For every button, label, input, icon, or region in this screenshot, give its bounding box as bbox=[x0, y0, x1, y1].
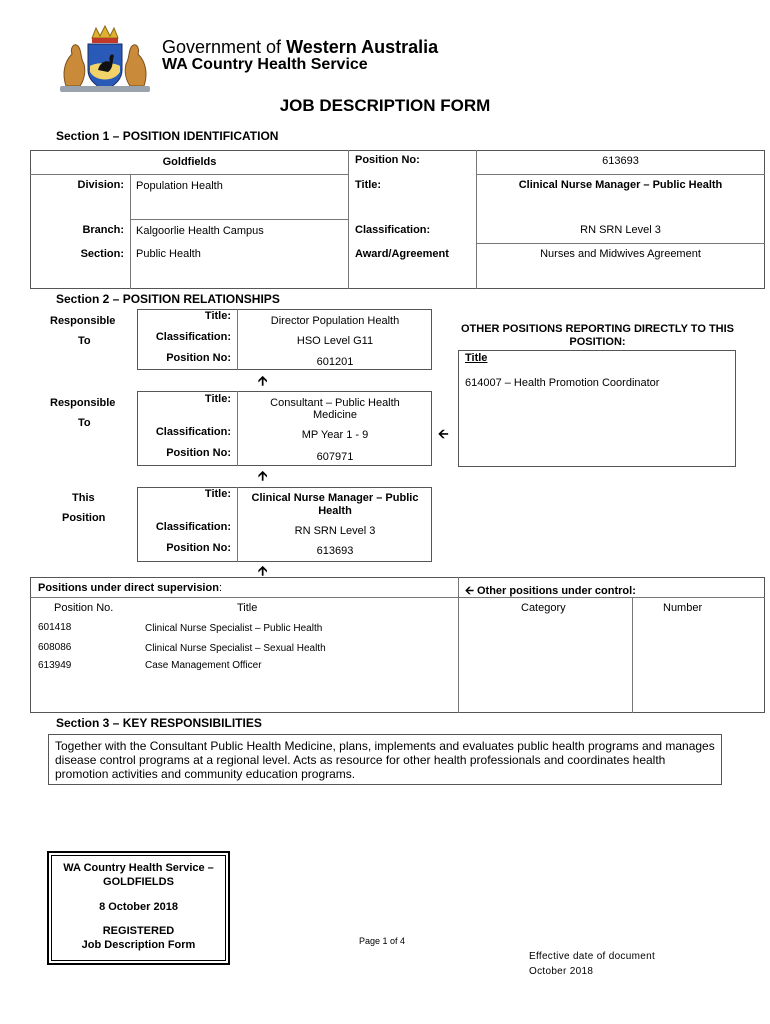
title-value: Clinical Nurse Manager – Public Health bbox=[518, 179, 723, 191]
row-posno: 601418 bbox=[38, 622, 72, 633]
classification-value: RN SRN Level 3 bbox=[580, 224, 661, 236]
box3-title-value: Clinical Nurse Manager – Public Health bbox=[251, 492, 419, 517]
box2-class-label: Classification: bbox=[155, 426, 231, 438]
other-title-label: Title bbox=[465, 352, 488, 364]
award-value: Nurses and Midwives Agreement bbox=[540, 248, 701, 260]
row-posno: 608086 bbox=[38, 642, 72, 653]
org-name-line1 bbox=[162, 37, 438, 58]
box2-title-value: Consultant – Public Health Medicine bbox=[270, 397, 400, 421]
other-positions-box bbox=[458, 350, 736, 467]
col-category: Category bbox=[521, 602, 566, 614]
section-label: Section: bbox=[80, 248, 124, 260]
arrow-up-icon: 🡩 bbox=[258, 373, 268, 388]
wa-crest-logo bbox=[56, 24, 154, 96]
arrow-up-icon: 🡩 bbox=[258, 468, 268, 483]
branch-value: Kalgoorlie Health Campus bbox=[136, 225, 264, 237]
position-label: Position bbox=[62, 512, 106, 524]
row-title: Clinical Nurse Specialist – Public Health bbox=[145, 623, 323, 634]
key-responsibilities-text: Together with the Consultant Public Health Medicine, plans, implements and evaluates public health programs and manages disease control programs at a regional level. Acts as resource for other health professionals and coordinates health promotion activities and community education programs. bbox=[55, 739, 715, 781]
position-no-label: Position No: bbox=[355, 154, 420, 166]
box1-class-value: HSO Level G11 bbox=[296, 335, 374, 347]
stamp-line2: GOLDFIELDS bbox=[103, 876, 174, 888]
stamp-line1: WA Country Health Service – bbox=[63, 862, 214, 874]
division-label: Division: bbox=[77, 179, 124, 191]
box2-posno-value: 607971 bbox=[316, 451, 354, 463]
this-label: This bbox=[72, 492, 95, 504]
org-name-line1-a: Government of bbox=[162, 37, 287, 57]
row-title: Clinical Nurse Specialist – Sexual Health bbox=[145, 643, 326, 654]
box3-class-value: RN SRN Level 3 bbox=[294, 525, 376, 537]
stamp-form: Job Description Form bbox=[81, 939, 196, 951]
box2-posno-label: Position No: bbox=[166, 447, 231, 459]
supervision-heading bbox=[38, 582, 222, 594]
division-value: Population Health bbox=[136, 180, 223, 192]
section2-heading: Section 2 – POSITION RELATIONSHIPS bbox=[56, 292, 280, 306]
box1-posno-value: 601201 bbox=[316, 356, 354, 368]
other-under-control-heading: 🡨 Other positions under control: bbox=[465, 585, 636, 597]
box3-posno-value: 613693 bbox=[316, 545, 354, 557]
box1-class-label: Classification: bbox=[155, 331, 231, 343]
page-number: Page 1 of 4 bbox=[359, 936, 406, 946]
branch-label: Branch: bbox=[82, 224, 124, 236]
box3-class-label: Classification: bbox=[155, 521, 231, 533]
box1-title-label: Title: bbox=[204, 310, 231, 322]
section3-heading: Section 3 – KEY RESPONSIBILITIES bbox=[56, 716, 262, 730]
box1-title-value: Director Population Health bbox=[270, 315, 400, 327]
box2-class-value: MP Year 1 - 9 bbox=[301, 429, 369, 441]
col-number: Number bbox=[663, 602, 703, 614]
stamp-registered: REGISTERED bbox=[102, 925, 175, 937]
section-value: Public Health bbox=[136, 248, 201, 260]
row-posno: 613949 bbox=[38, 660, 72, 671]
responsible-label-1: Responsible bbox=[50, 315, 116, 327]
other-positions-heading: OTHER POSITIONS REPORTING DIRECTLY TO THIS POSITION: bbox=[461, 323, 734, 348]
supervision-heading-colon: : bbox=[218, 582, 222, 594]
stamp-date: 8 October 2018 bbox=[99, 901, 178, 913]
section1-heading: Section 1 – POSITION IDENTIFICATION bbox=[56, 129, 279, 143]
org-name-line2: WA Country Health Service bbox=[162, 56, 368, 73]
box1-posno-label: Position No: bbox=[166, 352, 231, 364]
award-label: Award/Agreement bbox=[355, 248, 449, 260]
col-position-no: Position No. bbox=[54, 602, 114, 614]
form-title: JOB DESCRIPTION FORM bbox=[279, 96, 491, 115]
box3-posno-label: Position No: bbox=[166, 542, 231, 554]
box3-title-label: Title: bbox=[204, 488, 231, 500]
title-label: Title: bbox=[355, 179, 382, 191]
effective-date-label: Effective date of document bbox=[529, 951, 656, 962]
col-title: Title bbox=[237, 602, 258, 614]
classification-label: Classification: bbox=[355, 224, 431, 236]
other-position-item: 614007 – Health Promotion Coordinator bbox=[465, 377, 660, 389]
box2-title-label: Title: bbox=[204, 393, 231, 405]
position-no-value: 613693 bbox=[602, 155, 639, 167]
arrow-up-icon: 🡩 bbox=[258, 563, 268, 578]
row-title: Case Management Officer bbox=[145, 660, 262, 671]
effective-date-value: October 2018 bbox=[529, 966, 594, 977]
supervision-heading-text: Positions under direct supervision bbox=[38, 582, 219, 594]
region-label: Goldfields bbox=[162, 156, 217, 168]
arrow-left-icon: 🡨 bbox=[438, 426, 449, 441]
to-label-1: To bbox=[78, 335, 91, 347]
to-label-2: To bbox=[78, 417, 91, 429]
responsible-label-2: Responsible bbox=[50, 397, 116, 409]
org-name-line1-b: Western Australia bbox=[286, 37, 439, 57]
